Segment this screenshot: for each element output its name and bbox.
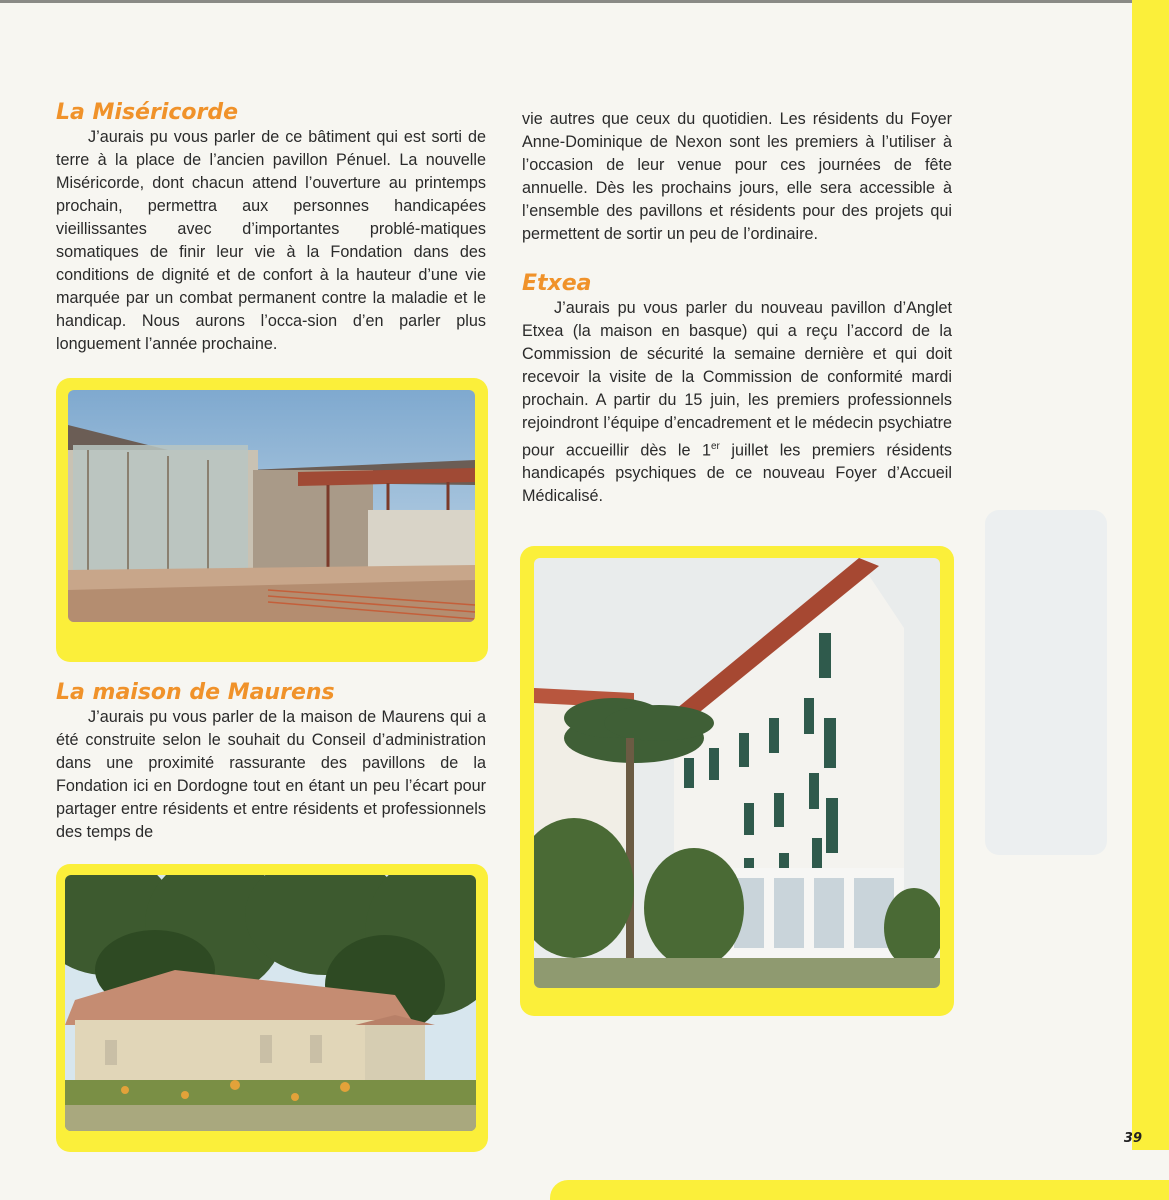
etxea-text-part-1: J’aurais pu vous parler du nouveau pavillon d’Anglet Etxea (la maison en basque) qui a reçu l’accord de la Commission de sécurité la semaine dernière et qui doit recevoir la visite de la Commission de conformité mardi prochain. A partir du 15 juin, les premiers professionnels rejoindront l’équipe d’encadrement et le médecin psychiatre pour accueillir dès le 1 [522, 299, 952, 460]
etxea-text-superscript: er [710, 441, 720, 452]
bottom-yellow-band [550, 1180, 1169, 1200]
photo-frame-misericorde [56, 378, 488, 662]
top-edge-line [0, 0, 1169, 3]
page-number: 39 [1123, 1131, 1142, 1146]
section-text-etxea [522, 297, 952, 508]
side-band-decoration [1136, 40, 1166, 560]
photo-maurens-house [65, 875, 476, 1131]
section-title-etxea: Etxea [522, 271, 592, 296]
section-text-maurens-continued: vie autres que ceux du quotidien. Les résidents du Foyer Anne-Dominique de Nexon sont les premiers à l’utiliser à l’occasion de leur venue pour ces journées de fête annuelle. Dès les prochains jours, elle sera accessible à l’ensemble des pavillons et résidents pour des projets qui permettent de sortir un peu de l’ordinaire. [522, 110, 952, 243]
section-title-maurens: La maison de Maurens [56, 680, 335, 705]
etxea-text-part-2: juillet les premiers résidents handicapés psychiques de ce nouveau Foyer d’Accueil Médicalisé. [522, 441, 952, 506]
left-column [56, 100, 486, 356]
right-column [522, 108, 952, 508]
maurens-block [56, 680, 486, 844]
side-yellow-band [1132, 0, 1169, 1150]
photo-frame-etxea [520, 546, 954, 1016]
section-text-misericorde: J’aurais pu vous parler de ce bâtiment qui est sorti de terre à la place de l’ancien pavillon Pénuel. La nouvelle Miséricorde, dont chacun attend l’ouverture au printemps prochain, permettra aux personnes handicapées vieillissantes avec d’importantes problé-matiques somatiques de finir leur vie à la Fondation dans des conditions de dignité et de confort à la hauteur d’une vie marquée par un combat permanent contre la maladie et le handicap. Nous aurons l’occa-sion d’en parler plus longuement l’année prochaine. [56, 128, 486, 353]
show-through-panel [985, 510, 1107, 855]
photo-frame-maurens [56, 864, 488, 1152]
photo-misericorde-construction [68, 390, 475, 622]
section-text-maurens: J’aurais pu vous parler de la maison de Maurens qui a été construite selon le souhait du Conseil d’administration dans une proximité rassurante des pavillons de la Fondation ici en Dordogne tout en étant un peu l’écart pour partager entre résidents et entre résidents et professionnels des temps de [56, 708, 486, 841]
section-title-misericorde: La Miséricorde [56, 100, 239, 125]
photo-etxea-building [534, 558, 940, 988]
